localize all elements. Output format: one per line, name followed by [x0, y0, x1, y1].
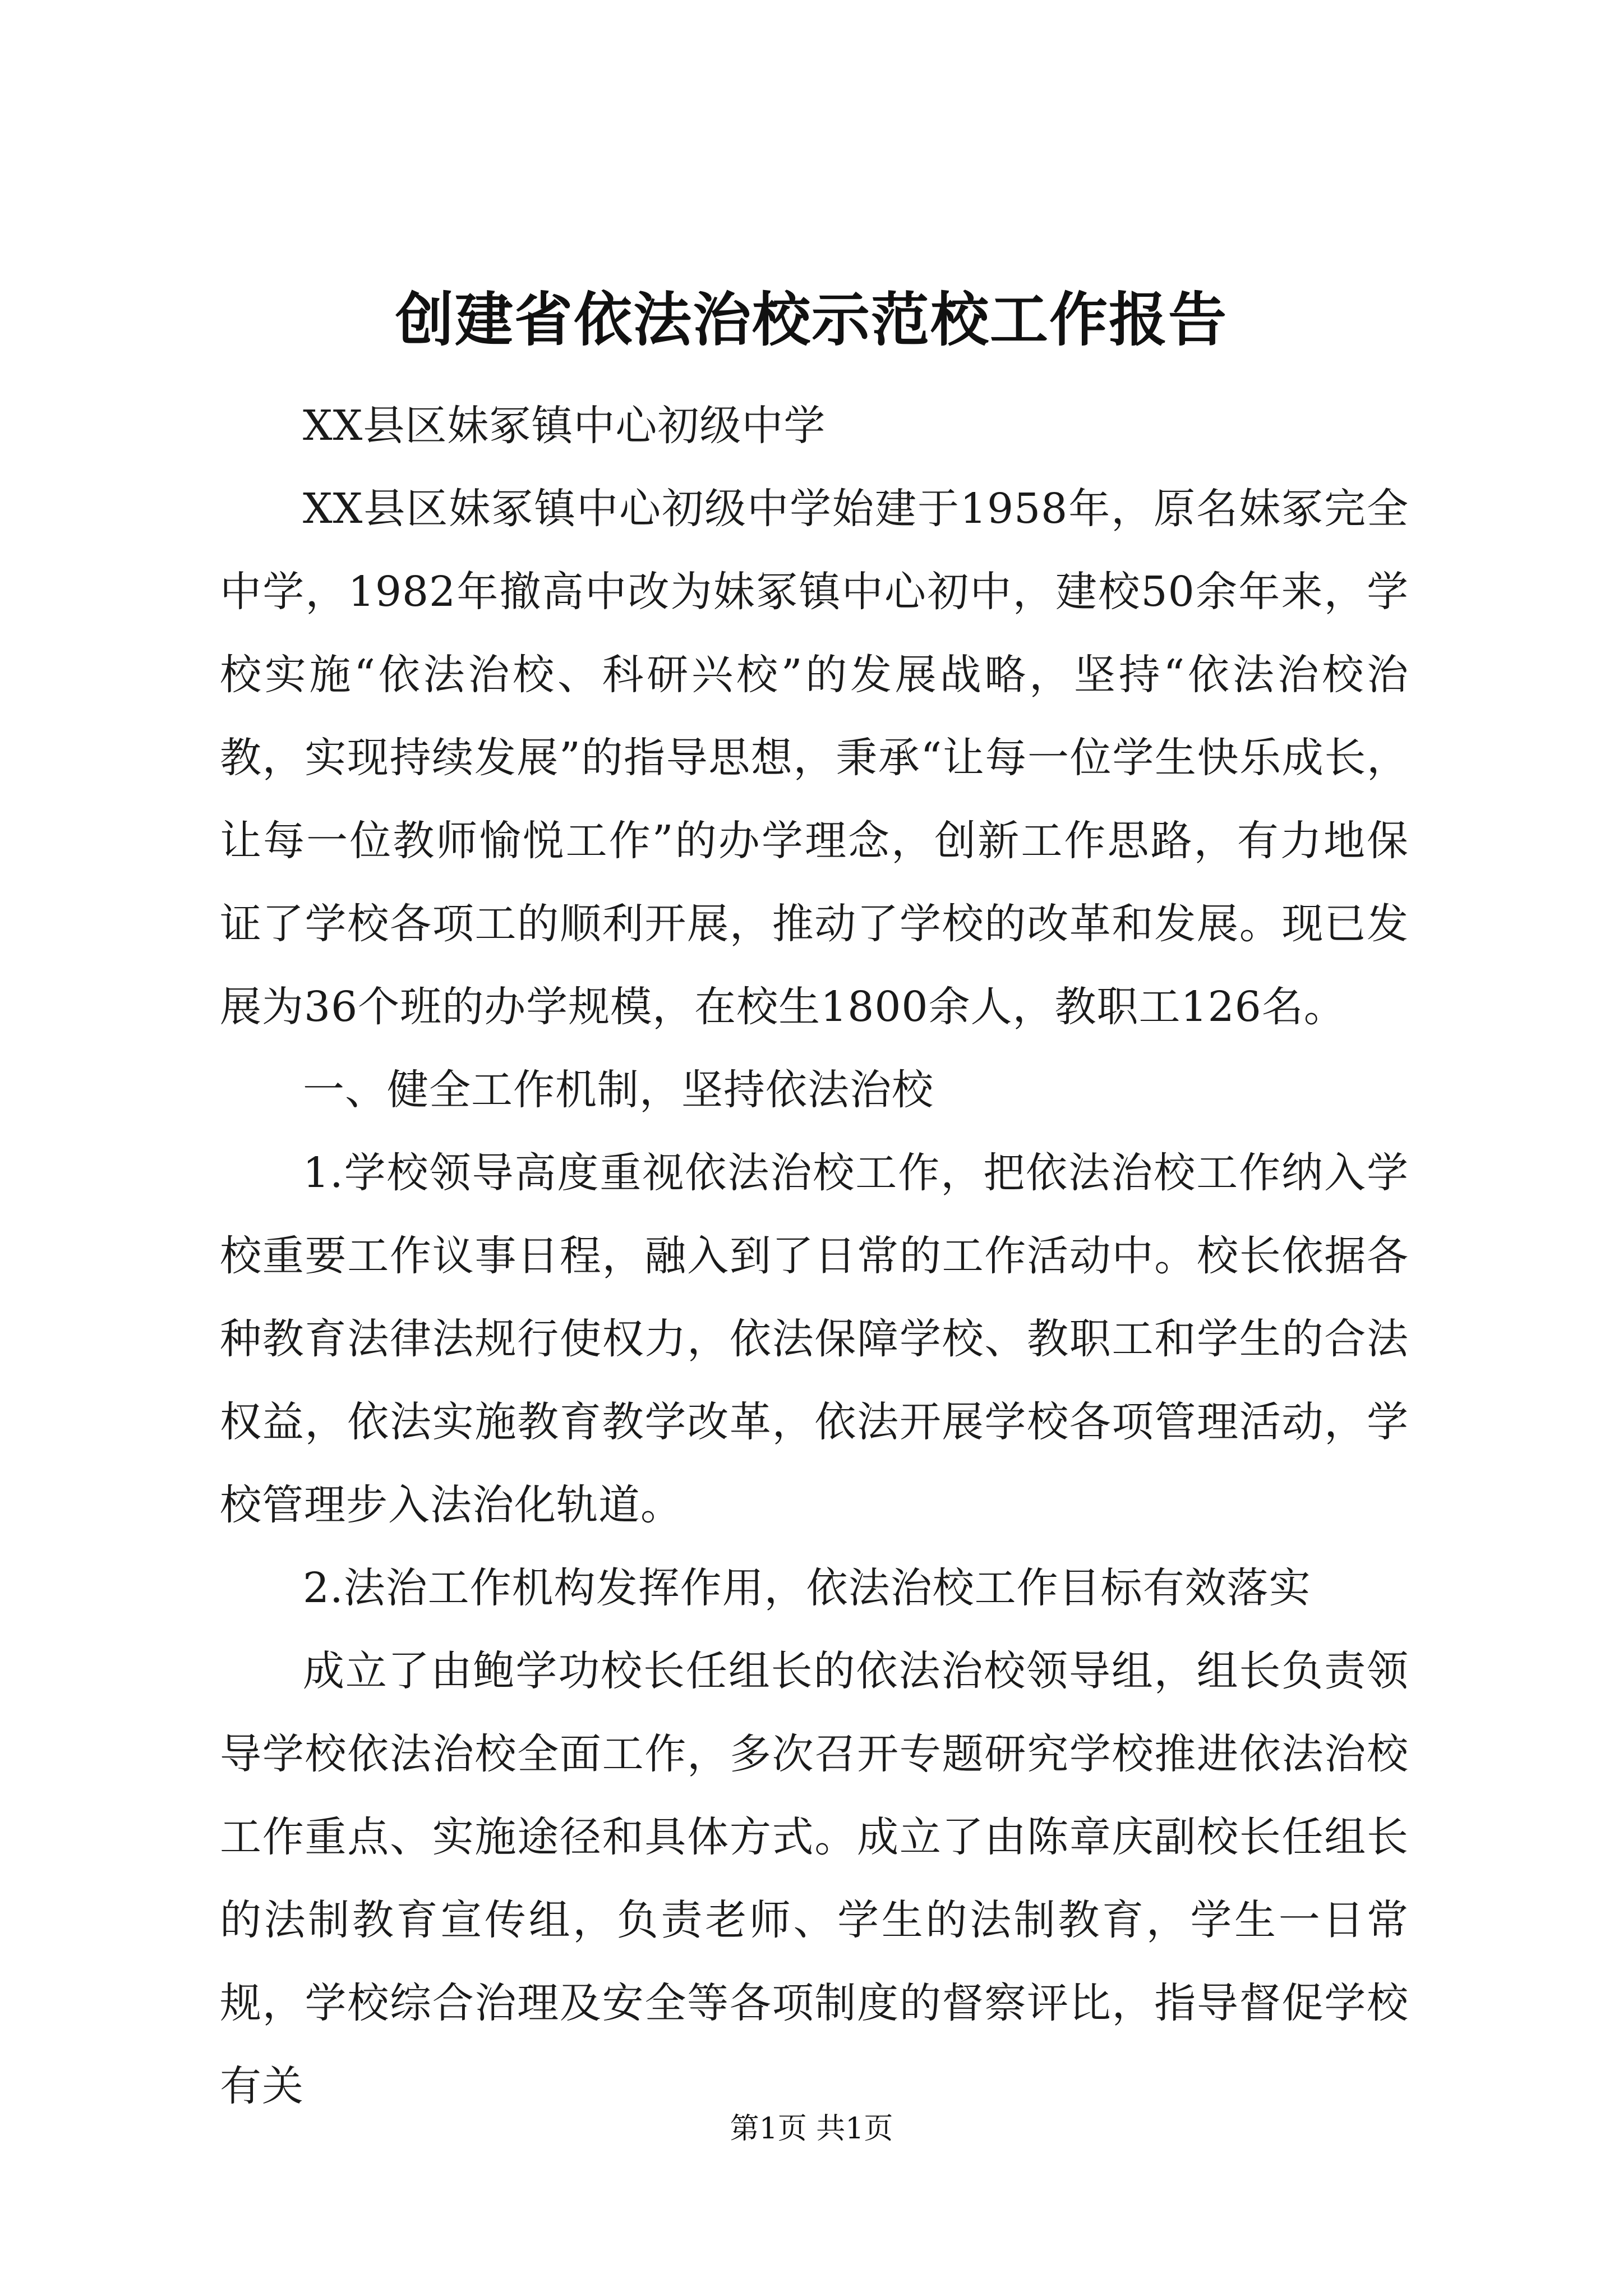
section-heading-1: 一、健全工作机制，坚持依法治校 [303, 1066, 934, 1114]
intro-paragraph: XX县区妹冢镇中心初级中学始建于1958年，原名妹冢完全中学，1982年撤高中改为妹冢镇中心初中，建校50余年来，学校实施“依法治校、科研兴校”的发展战略，坚持“依法治校治教，实现持续发展”的指导思想，秉承“让每一位学生快乐成长，让每一位教师愉悦工作”的办学理念，创新工作思路，有力地保证了学校各项工的顺利开展，推动了学校的改革和发展。现已发展为36个班的办学规模，在校生1800余人，教职工126名。 [220, 485, 1409, 1031]
item-paragraph-1: 1.学校领导高度重视依法治校工作，把依法治校工作纳入学校重要工作议事日程，融入到了日常的工作活动中。校长依据各种教育法律法规行使权力，依法保障学校、教职工和学生的合法权益，依法实施教育教学改革，依法开展学校各项管理活动，学校管理步入法治化轨道。 [220, 1149, 1409, 1529]
document-body [220, 384, 1409, 2128]
item-paragraph-2: 成立了由鲍学功校长任组长的依法治校领导组，组长负责领导学校依法治校全面工作，多次召开专题研究学校推进依法治校工作重点、实施途径和具体方式。成立了由陈章庆副校长任组长的法制教育宣传组，负责老师、学生的法制教育，学生一日常规，学校综合治理及安全等各项制度的督察评比，指导督促学校有关 [220, 1647, 1409, 2110]
item-heading-2: 2.法治工作机构发挥作用，依法治校工作目标有效落实 [303, 1564, 1311, 1612]
school-name-line: XX县区妹冢镇中心初级中学 [303, 402, 826, 450]
page-footer: 第1页 共1页 [730, 2112, 893, 2146]
document-title: 创建省依法治校示范校工作报告 [395, 285, 1228, 354]
